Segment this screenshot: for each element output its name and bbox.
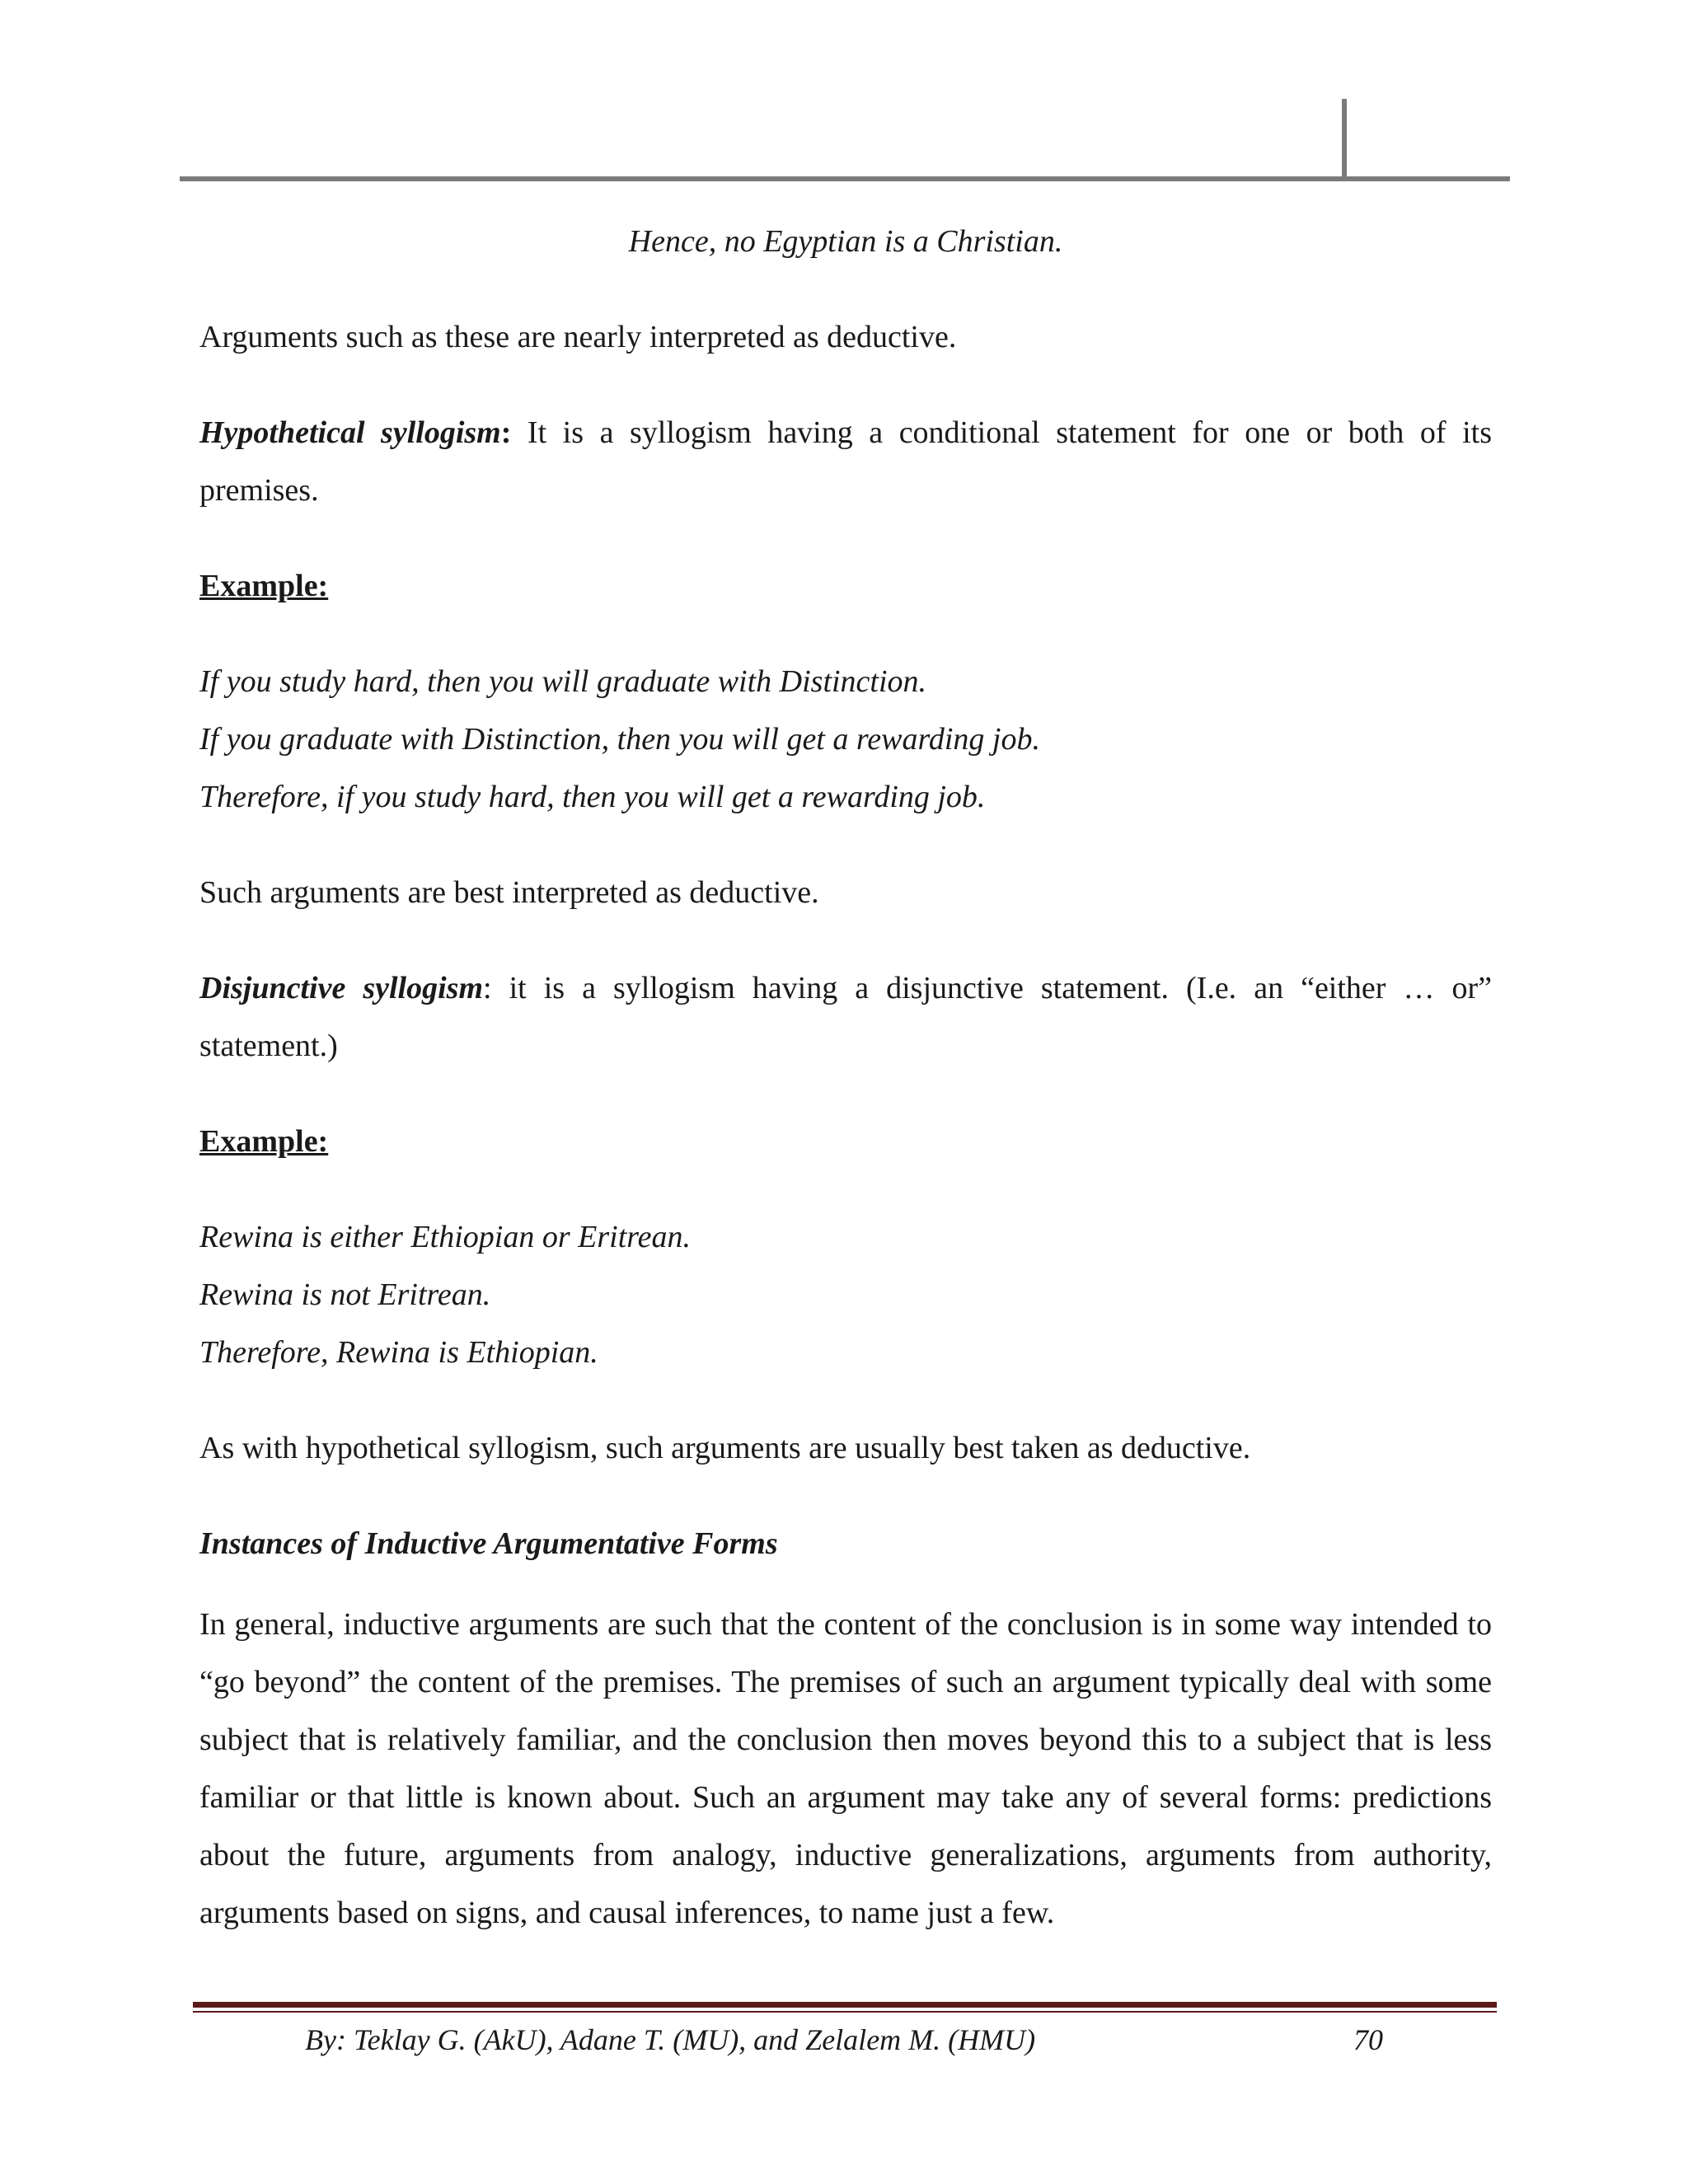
disjunctive-premise-1: Rewina is either Ethiopian or Eritrean.	[199, 1220, 691, 1254]
hypothetical-text: It is a syllogism having a conditional statement for one or both of its premises.	[199, 415, 1492, 508]
hypothetical-premise-1: If you study hard, then you will graduate with Distinction.	[199, 664, 927, 699]
page-number: 70	[1353, 2023, 1383, 2056]
disjunctive-premise-2: Rewina is not Eritrean.	[199, 1277, 491, 1312]
paragraph-best-deductive: Such arguments are best interpreted as deductive.	[199, 875, 819, 910]
example-heading-2: Example:	[199, 1124, 329, 1159]
hypothetical-term: Hypothetical syllogism	[199, 415, 501, 450]
hypothetical-conclusion: Therefore, if you study hard, then you will get a rewarding job.	[199, 780, 986, 814]
paragraph-deductive-note: Arguments such as these are nearly interpreted as deductive.	[199, 320, 957, 354]
disjunctive-text: : it is a syllogism having a disjunctive statement. (I.e. an “either … or” statement.)	[199, 971, 1492, 1063]
example-heading-1: Example:	[199, 569, 329, 603]
footer-rule	[193, 2002, 1497, 2008]
page-body	[199, 213, 1492, 1942]
header-rule	[180, 176, 1510, 181]
conclusion-line: Hence, no Egyptian is a Christian.	[628, 224, 1063, 259]
section-heading-inductive: Instances of Inductive Argumentative Forms	[199, 1526, 778, 1561]
footer-rule-thin	[193, 2011, 1497, 2013]
paragraph-inductive: In general, inductive arguments are such that the content of the conclusion is in some way intended to “go beyond” the content of the premises. The premises of such an argument typically deal with some subject that is relatively familiar, and the conclusion then moves beyond this to a subject that is less familiar or that little is known about. Such an argument may take any of several forms: predictions about the future, arguments from analogy, inductive generalizations, arguments from authority, arguments based on signs, and causal inferences, to name just a few.	[199, 1607, 1492, 1930]
hypothetical-premise-2: If you graduate with Distinction, then you will get a rewarding job.	[199, 722, 1040, 757]
hypothetical-colon: :	[500, 415, 512, 450]
footer-authors: By: Teklay G. (AkU), Adane T. (MU), and Zelalem M. (HMU)	[305, 2023, 1036, 2056]
hypothetical-definition	[199, 404, 1492, 519]
disjunctive-term: Disjunctive syllogism	[199, 971, 484, 1005]
paragraph-usually-deductive: As with hypothetical syllogism, such arguments are usually best taken as deductive.	[199, 1431, 1251, 1465]
header-tick-line	[1342, 99, 1347, 179]
disjunctive-conclusion: Therefore, Rewina is Ethiopian.	[199, 1335, 598, 1370]
disjunctive-definition	[199, 959, 1492, 1075]
